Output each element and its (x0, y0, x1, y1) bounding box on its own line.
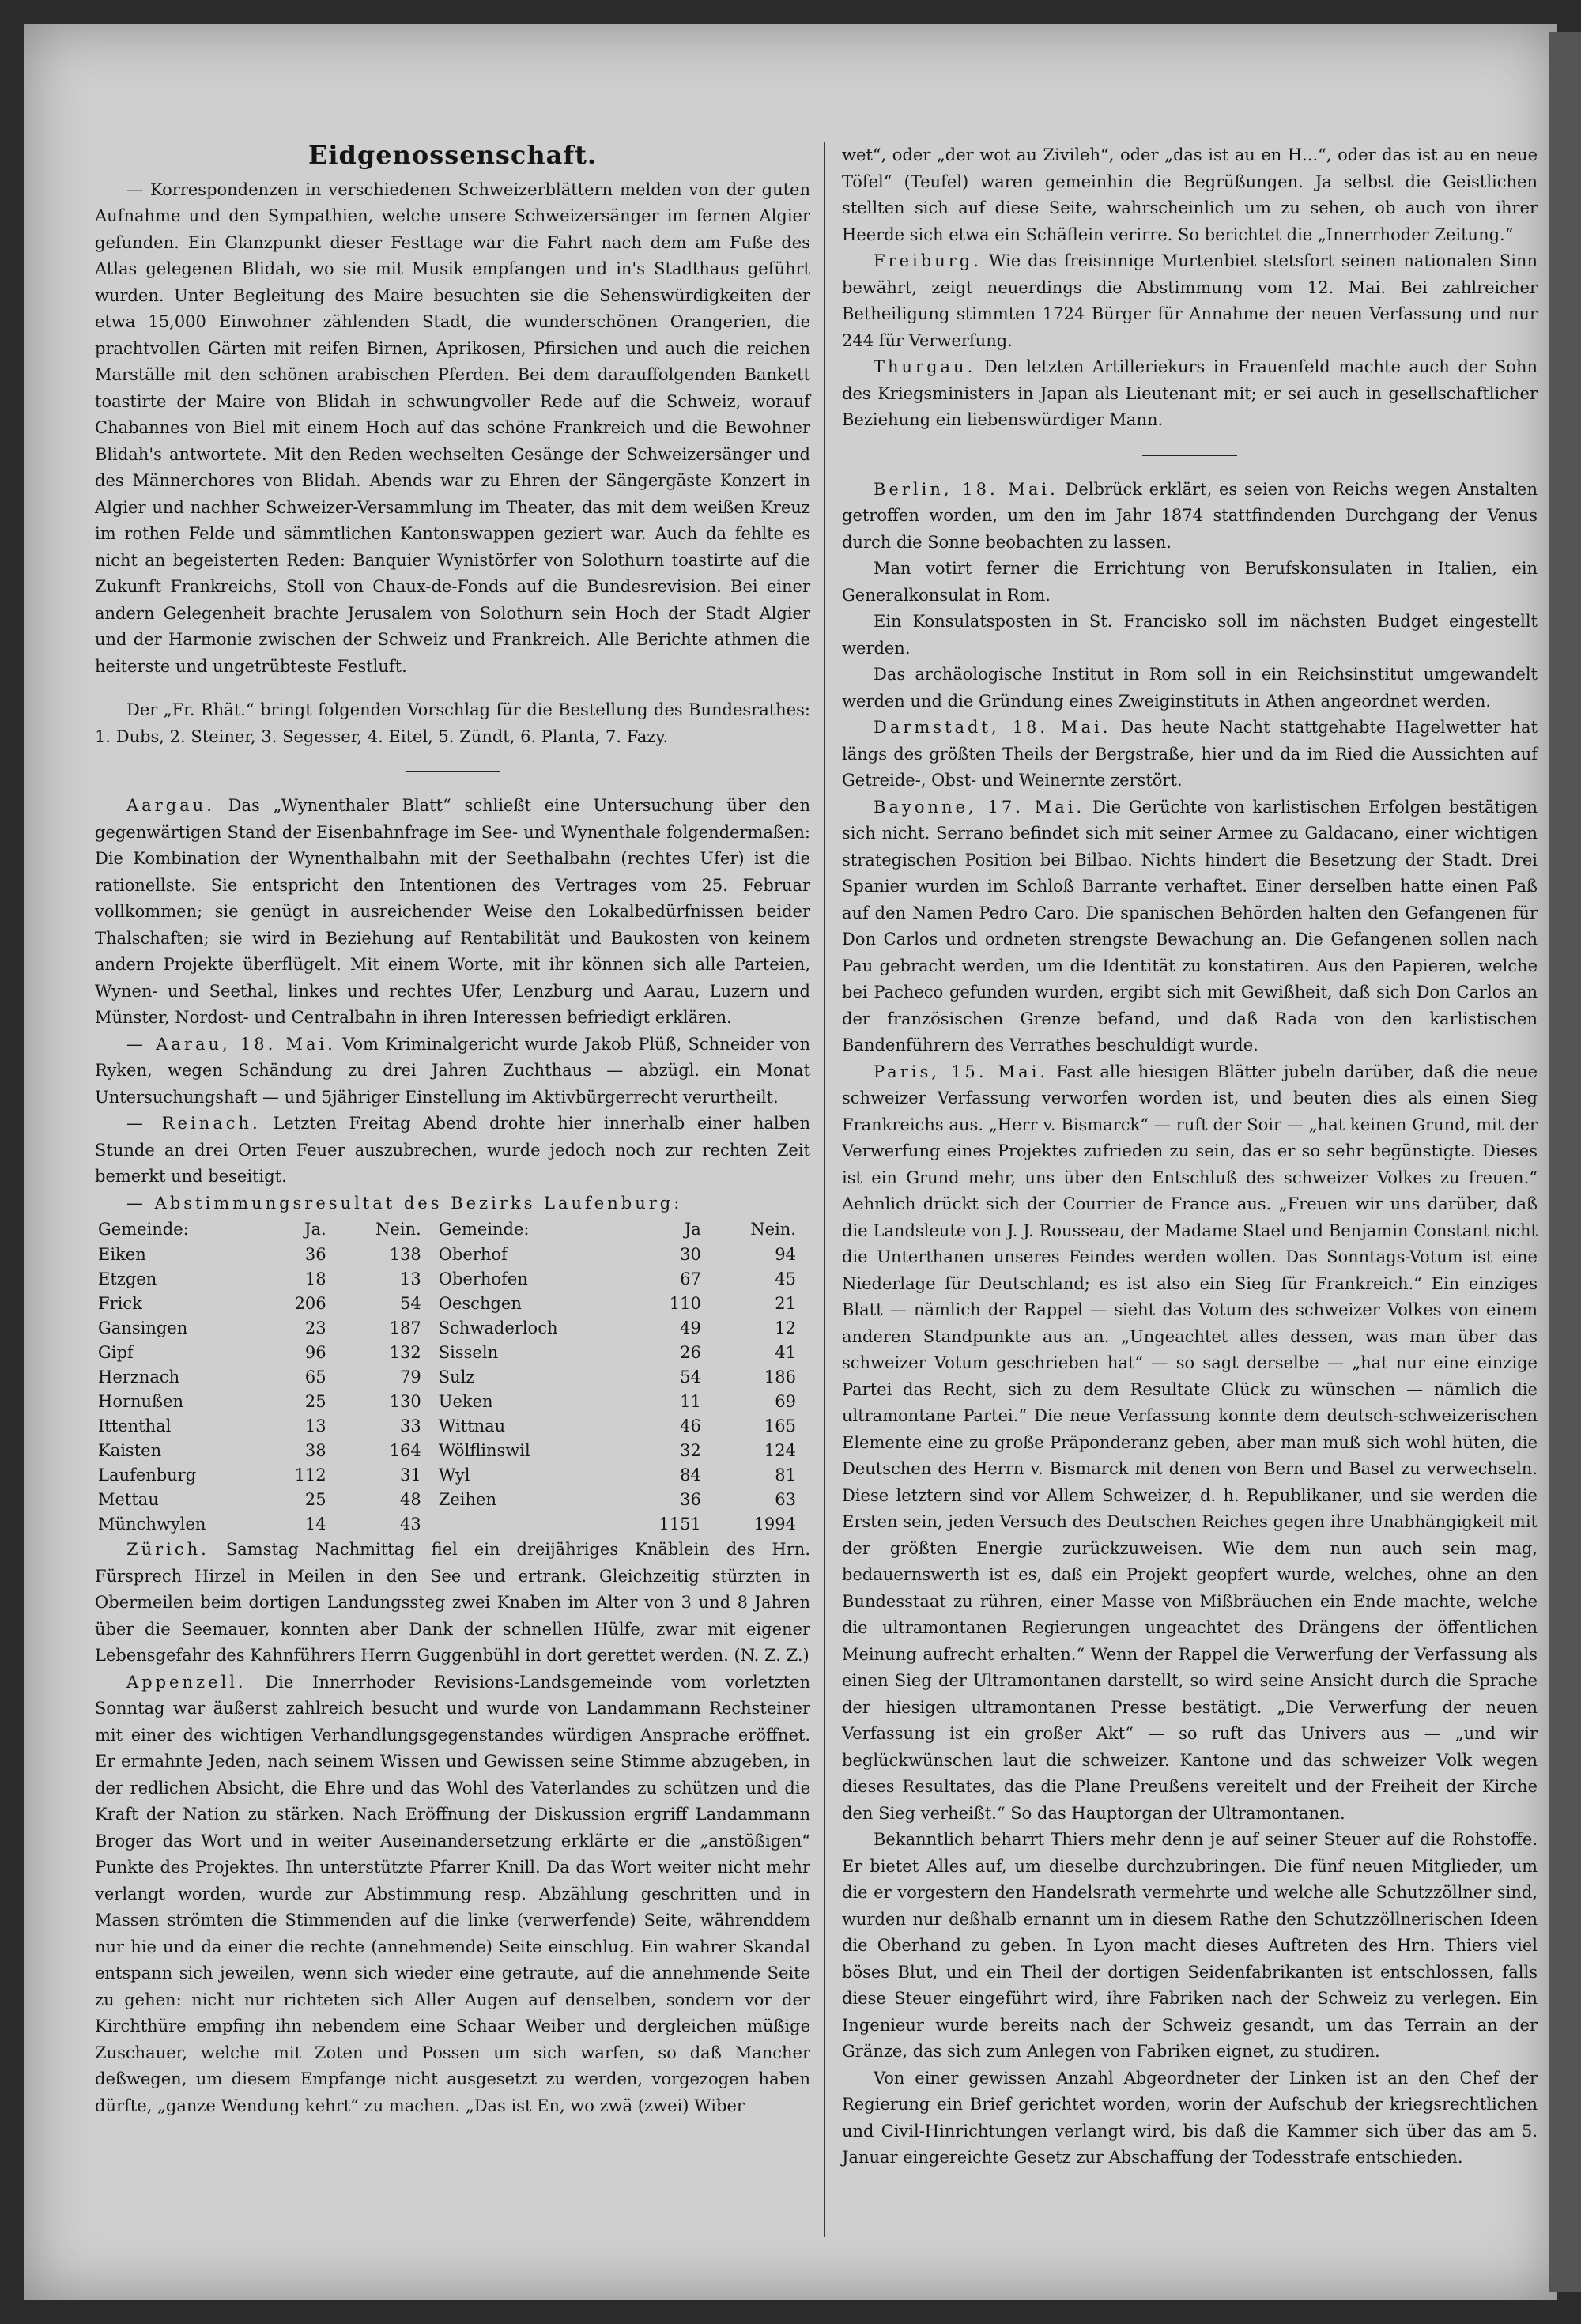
article-aarau-text: Vom Kriminalgericht wurde Jakob Plüß, Schneider von Ryken, wegen Schändung zu drei Jahren Zuchthaus — abzügl. ein Monat Untersuchungshaft — und 5jähriger Einstellung im Aktivbürgerrecht verurtheilt. (95, 1034, 811, 1107)
article-paris-text: Fast alle hiesigen Blätter jubeln darüber, daß die neue schweizer Verfassung verworfen worden ist, und beuten dies als einen Sieg Frankreichs aus. „Herr v. Bismarck“ — ruft der Soir — „hat keinen Grund, mit der Verwerfung eines Projektes zufrieden zu sein, das er so sehr begünstigte. Dieses ist ein Grund mehr, uns über den Entschluß des schweizer Volkes zu freuen.“ Aehnlich drückt sich der Courrier de France aus. „Freuen wir uns darüber, daß die Landsleute von J. J. Rousseau, der Madame Stael und Benjamin Constant nicht die Unterthanen unseres Feindes werden wollen. Das Sonntags-Votum ist eine Niederlage für Deutschland; es ist also ein Sieg für Frankreich.“ Ein einziges Blatt — nämlich der Rappel — sieht das Votum des schweizer Volkes von einem anderen Standpunkte aus an. „Ungeachtet alles dessen, was man über das schweizer Votum geschrieben hat“ — so sagt derselbe — „hat nur eine einzige Partei das Recht, sich zu dem Resultate Glück zu wünschen — nämlich die ultramontane Partei.“ Die neue Verfassung konnte dem deutsch-schweizerischen Elemente eine zu große Präponderanz geben, aber man muß sich wohl hüten, die Deutschen des Herrn v. Bismarck mit denen von Bern und Basel zu verwechseln. Diese letztern sind vor Allem Schweizer, d. h. Republikaner, und sie werden die Ersten sein, jeden Versuch des Deutschen Reiches gegen ihre Unabhängigkeit mit der größten Energie zurückzuweisen. Wie dem nun auch sein mag, bedauernswerth ist es, daß ein Projekt geopfert wurde, welches, ohne an den Bundesstaat zu rühren, einer Masse von Mißbräuchen ein Ende machte, welche die ultramontanen Regierungen ungeachtet des Drängens der öffentlichen Meinung aufrecht erhalten.“ Wenn der Rappel die Verwerfung der Verfassung als einen Sieg der Ultramontanen darstellt, so wird seine Ansicht durch die Sprache der hiesigen ultramontanen Presse bestätigt. „Die Verwerfung der neuen Verfassung ist ein großer Akt“ — so ruft das Univers aus — „und wir beglückwünschen laut die schweizer. Kantone und das schweizer Volk wegen dieses Resultates, das die Plane Preußens vereitelt und der Freiheit der Kirche den Sieg verheißt.“ So das Hauptorgan der Ultramontanen. (842, 1062, 1538, 1823)
header-gemeinde-2: Gemeinde: (438, 1220, 530, 1239)
article-reinach (95, 1111, 810, 1190)
vote-results-table (95, 1217, 810, 1537)
article-appenzell (95, 1669, 810, 2120)
table-row (95, 1292, 810, 1316)
cell-nein: 13 (400, 1270, 421, 1288)
cell-gemeinde-2: Wittnau (438, 1417, 506, 1436)
cell-ja: 38 (304, 1441, 326, 1460)
newspaper-page (24, 24, 1557, 2300)
cell-ja-2: 30 (680, 1245, 701, 1264)
table-row (95, 1243, 810, 1267)
table-row (95, 1488, 810, 1512)
article-berlin (842, 477, 1538, 556)
cell-nein-2: 1994 (753, 1515, 796, 1534)
article-berlin-2: Man votirt ferner die Errichtung von Berufskonsulaten in Italien, ein Generalkonsulat in Rom. (842, 559, 1538, 605)
cell-ja: 36 (304, 1245, 326, 1264)
cell-gemeinde-2: Oeschgen (438, 1294, 522, 1313)
article-bayonne (842, 794, 1538, 1059)
cell-gemeinde-2 (436, 1512, 627, 1537)
cell-nein-2: 69 (775, 1392, 796, 1411)
cell-ja: 112 (294, 1466, 326, 1485)
table-title: — Abstimmungsresultat des Bezirks Laufenburg: (126, 1193, 683, 1213)
cell-ja-2: 110 (669, 1294, 701, 1313)
cell-nein: 79 (400, 1368, 421, 1386)
cell-gemeinde: Laufenburg (98, 1466, 197, 1485)
cell-nein-2: 94 (775, 1245, 796, 1264)
table-row (95, 1390, 810, 1414)
article-aargau-text: Das „Wynenthaler Blatt“ schließt eine Untersuchung über den gegenwärtigen Stand der Eisenbahnfrage im See- und Wynenthale folgendermaßen: Die Kombination der Wynenthalbahn mit der Seethalbahn (rechtes Ufer) ist die rationellste. Sie entspricht den Intentionen des Vertrages vom 25. Februar vollkommen; sie genügt in ausreichender Weise den Lokalbedürfnissen beider Thalschaften; sie wird in Beziehung auf Rentabilität und Baukosten von keinem andern Projekte überflügelt. Mit einem Worte, mit ihr können sich alle Parteien, Wynen- und Seethal, linkes und rechtes Ufer, Lenzburg und Aarau, Luzern und Münster, Nordost- und Centralbahn in ihren Interessen befriedigt erklären. (95, 796, 810, 1027)
cell-nein: 31 (400, 1466, 421, 1485)
cell-gemeinde-2: Wyl (438, 1466, 470, 1485)
cell-gemeinde: Hornußen (98, 1392, 184, 1411)
cell-gemeinde: Gansingen (98, 1319, 188, 1337)
cell-ja-2: 36 (680, 1490, 701, 1509)
dateline-appenzell: Appenzell. (126, 1672, 247, 1692)
article-berlin-3: Ein Konsulatsposten in St. Francisko soll im nächsten Budget eingestellt werden. (842, 612, 1538, 658)
separator-rule-2 (1142, 455, 1237, 456)
cell-nein: 48 (400, 1490, 421, 1509)
header-ja-2: Ja (684, 1220, 701, 1239)
cell-nein-2: 45 (775, 1270, 796, 1288)
cell-nein-2: 186 (764, 1368, 796, 1386)
cell-gemeinde-2: Oberhof (438, 1245, 508, 1264)
cell-nein: 54 (400, 1294, 421, 1313)
cell-nein: 130 (389, 1392, 421, 1411)
cell-nein-2: 12 (775, 1319, 796, 1337)
cell-ja: 25 (304, 1392, 326, 1411)
dateline-thurgau: Thurgau. (874, 357, 976, 376)
article-thiers-tax: Bekanntlich beharrt Thiers mehr denn je auf seiner Steuer auf die Rohstoffe. Er bietet Alles auf, um dieselbe durchzubringen. Die fünf neuen Mitglieder, um die er vorgestern den Handelsrath vermehrte und welche alle Schutzzöllner sind, wurden nur deßhalb ernannt um in diesem Rathe den Schutzzöllnerischen Ideen die Oberhand zu geben. In Lyon macht dieses Auftreten des Hrn. Thiers viel böses Blut, und ein Theil der dortigen Seidenfabrikanten ist entschlossen, falls diese Steuer eingeführt wird, ihre Fabriken nach der Schweiz zu verlegen. Ein Ingenieur wurde bereits nach der Schweiz gesandt, um das Terrain an der Gränze, das sich zum Anlegen von Fabriken eignet, zu studiren. (842, 1830, 1538, 2061)
cell-ja-2: 67 (680, 1270, 701, 1288)
cell-nein-2: 63 (775, 1490, 796, 1509)
cell-gemeinde-2: Sisseln (438, 1343, 499, 1362)
cell-gemeinde: Herznach (98, 1368, 180, 1386)
cell-nein-2: 81 (775, 1466, 796, 1485)
dateline-reinach: — Reinach. (126, 1114, 261, 1133)
cell-gemeinde: Gipf (98, 1343, 134, 1362)
dateline-aarau: — Aarau, 18. Mai. (126, 1034, 336, 1054)
article-freiburg-text: Wie das freisinnige Murtenbiet stetsfort seinen nationalen Sinn bewährt, zeigt neuerdings die Abstimmung vom 12. Mai. Bei zahlreicher Betheiligung stimmten 1724 Bürger für Annahme der neuen Verfassung und nur 244 für Verwerfung. (842, 251, 1538, 350)
table-body (95, 1243, 810, 1537)
table-header-row (95, 1217, 810, 1243)
dateline-darmstadt: Darmstadt, 18. Mai. (874, 718, 1111, 737)
article-reinach-text: Letzten Freitag Abend drohte hier innerhalb einer halben Stunde an drei Orten Feuer auszubrechen, wurde jedoch noch zur rechten Zeit bemerkt und beseitigt. (95, 1114, 810, 1186)
cell-nein: 187 (389, 1319, 421, 1337)
dateline-aargau: Aargau. (126, 796, 215, 815)
cell-gemeinde-2: Ueken (438, 1392, 493, 1411)
cell-ja-2: 1151 (658, 1515, 701, 1534)
column-divider (824, 142, 825, 2237)
cell-nein: 33 (400, 1417, 421, 1436)
article-left-deputies: Von einer gewissen Anzahl Abgeordneter der Linken ist an den Chef der Regierung ein Brief gerichtet worden, worin der Aufschub der kriegsrechtlichen und Civil-Hinrichtungen verlangt wird, bis daß die Kammer sich über das am 5. Januar eingereichte Gesetz zur Abschaffung der Todesstrafe entschieden. (842, 2068, 1538, 2167)
table-row (95, 1267, 810, 1292)
article-zurich (95, 1537, 810, 1669)
table-row (95, 1341, 810, 1365)
article-berlin-4: Das archäologische Institut in Rom soll in ein Reichsinstitut umgewandelt werden und die Gründung eines Zweiginstituts in Athen angeordnet werden. (842, 665, 1538, 711)
article-berlin-text: Delbrück erklärt, es seien von Reichs wegen Anstalten getroffen worden, um den im Jahr 1874 stattfindenden Durchgang der Venus durch die Sonne beobachten zu lassen. (842, 479, 1538, 552)
cell-ja: 65 (304, 1368, 326, 1386)
cell-gemeinde: Eiken (98, 1245, 146, 1264)
cell-gemeinde: Münchwylen (98, 1515, 206, 1534)
cell-nein: 43 (400, 1515, 421, 1534)
section-heading: Eidgenossenschaft. (308, 140, 598, 170)
cell-ja-2: 26 (680, 1343, 701, 1362)
cell-ja: 18 (304, 1270, 326, 1288)
table-row (95, 1439, 810, 1463)
header-gemeinde: Gemeinde: (98, 1220, 189, 1239)
cell-gemeinde: Frick (98, 1294, 142, 1313)
cell-ja: 13 (304, 1417, 326, 1436)
article-darmstadt (842, 715, 1538, 794)
article-singers-algier: — Korrespondenzen in verschiedenen Schweizerblättern melden von der guten Aufnahme und den Sympathien, welche unsere Schweizersänger im fernen Algier gefunden. Ein Glanzpunkt dieser Festtage war die Fahrt nach dem am Fuße des Atlas gelegenen Blidah, wo sie mit Musik empfangen und in's Stadthaus geführt wurden. Unter Begleitung des Maire besuchten sie die Sehenswürdigkeiten der etwa 15,000 Einwohner zählenden Stadt, die wunderschönen Orangerien, die prachtvollen Gärten mit reifen Birnen, Aprikosen, Pfirsichen und auch die reichen Marställe mit den schönen arabischen Pferden. Bei dem darauffolgenden Bankett toastirte der Maire von Blidah in schwungvoller Rede auf die Schweiz, worauf Chabannes von Biel mit einem Hoch auf das schöne Frankreich und die Bewohner Blidah's antwortete. Mit den Reden wechselten Gesänge der Schweizersänger und des Männerchores von Blidah. Abends war zu Ehren der Sängergäste Konzert in Algier und nachher Schweizer-Versammlung im Theater, das mit dem weißen Kreuz im rothen Felde und sämmtlichen Kantonswappen geziert war. Auch da fehlte es nicht an begeisterten Reden: Banquier Wynistörfer von Solothurn toastirte auf die Zukunft Frankreichs, Stoll von Chaux-de-Fonds auf die Bundesrevision. Bei einer andern Gelegenheit brachte Jerusalem von Solothurn sein Hoch der Stadt Algier und der Harmonie zwischen der Schweiz und Frankreich. Alle Berichte athmen die heiterste und ungetrübteste Festluft. (95, 179, 810, 676)
article-darmstadt-text: Das heute Nacht stattgehabte Hagelwetter hat längs des größten Theils der Bergstraße, hier und da im Ried die Aussichten auf Getreide-, Obst- und Weinernte zerstört. (842, 718, 1538, 790)
cell-ja-2: 32 (680, 1441, 701, 1460)
cell-gemeinde: Mettau (98, 1490, 159, 1509)
cell-gemeinde-2: Zeihen (438, 1490, 496, 1509)
cell-gemeinde-2: Wölflinswil (438, 1441, 530, 1460)
article-appenzell-text: Die Innerrhoder Revisions-Landsgemeinde vom vorletzten Sonntag war äußerst zahlreich besucht und wurde von Landammann Rechsteiner mit einer des wichtigen Verhandlungsgegenstandes würdigen Ansprache eröffnet. Er ermahnte Jeden, nach seinem Wissen und Gewissen seine Stimme abzugeben, in der redlichen Absicht, die Ehre und das Wohl des Vaterlandes zu schützen und die Kraft der Nation zu stärken. Nach Eröffnung der Diskussion ergriff Landammann Broger das Wort und in weiter Auseinandersetzung erklärte er die „anstößigen“ Punkte des Projektes. Ihn unterstützte Pfarrer Knill. Da das Wort weiter nicht mehr verlangt worden, wurde zur Abstimmung resp. Abzählung geschritten und in Massen strömten die Stimmenden auf die linke (verwerfende) Seite, währenddem nur hie und da einer die rechte (annehmende) Seite einschlug. Ein wahrer Skandal entspann sich jeweilen, wenn sich wieder eine getraute, auf die annehmende Seite zu gehen: nicht nur richteten sich Aller Augen auf denselben, sondern vor der Kirchthüre empfing ihn nebendem eine Schaar Weiber und dergleichen müßige Zuschauer, welche mit Zoten und Possen um sich warfen, so daß Mancher deßwegen, um diesem Empfange nicht ausgesetzt zu werden, vorgezogen haben dürfte, „ganze Wendung kehrt“ zu machen. „Das ist En, wo zwä (zwei) Wiber (95, 1672, 810, 2115)
cell-gemeinde-2: Sulz (438, 1368, 475, 1386)
article-zurich-text: Samstag Nachmittag fiel ein dreijähriges Knäblein des Hrn. Fürsprech Hirzel in Meilen in den See und ertrank. Gleichzeitig stürzten in Obermeilen beim dortigen Landungssteg zwei Knaben im Alter von 3 und 8 Jahren über die Seemauer, konnten aber Dank der schnellen Hülfe, zwar mit eigener Lebensgefahr des Kahnführers Herrn Guggenbühl in dort gerettet werden. (N. Z. Z.) (95, 1540, 810, 1665)
left-column (95, 142, 810, 2119)
dateline-freiburg: Freiburg. (874, 251, 982, 270)
cell-nein: 164 (389, 1441, 421, 1460)
cell-ja-2: 54 (680, 1368, 701, 1386)
article-paris (842, 1059, 1538, 1828)
article-freiburg (842, 248, 1538, 354)
cell-nein-2: 21 (775, 1294, 796, 1313)
dateline-zurich: Zürich. (126, 1540, 209, 1559)
dateline-berlin: Berlin, 18. Mai. (874, 479, 1058, 499)
cell-ja-2: 84 (680, 1466, 701, 1485)
article-appenzell-continued: wet“, oder „der wot au Zivileh“, oder „das ist au en H...“, oder das ist au en neue Töfel“ (Teufel) waren gemeinhin die Begrüßungen. Ja selbst die Geistlichen stellten sich auf diese Seite, wahrscheinlich um zu sehen, ob auch von ihrer Heerde sich etwa ein Schäflein verirre. So berichtet die „Innerrhoder Zeitung.“ (842, 145, 1538, 244)
cell-nein-2: 165 (764, 1417, 796, 1436)
cell-nein: 138 (389, 1245, 421, 1264)
cell-ja: 206 (294, 1294, 326, 1313)
cell-gemeinde: Ittenthal (98, 1417, 172, 1436)
cell-ja: 96 (304, 1343, 326, 1362)
separator-rule (406, 771, 500, 772)
cell-gemeinde: Kaisten (98, 1441, 162, 1460)
next-page-edge (1549, 32, 1581, 2292)
cell-nein: 132 (389, 1343, 421, 1362)
cell-ja: 14 (304, 1515, 326, 1534)
cell-ja-2: 46 (680, 1417, 701, 1436)
article-bayonne-text: Die Gerüchte von karlistischen Erfolgen bestätigen sich nicht. Serrano befindet sich mit seiner Armee zu Galdacano, einer wichtigen strategischen Position bei Bilbao. Nichts hindert die Besetzung der Stadt. Drei Spanier wurden im Schloß Barrante verhaftet. Einer derselben hatte einen Paß auf den Namen Pedro Caro. Die spanischen Behörden halten den Gefangenen für Don Carlos und ordneten strengste Bewachung an. Die Gefangenen sollen nach Pau gebracht werden, um die Identität zu konstatiren. Aus den Papieren, welche bei Pacheco gefunden wurden, ergibt sich mit Gewißheit, daß sich Don Carlos an der französischen Grenze befand, und daß Rada von den karlistischen Bandenführern des Verrathes beschuldigt wurde. (842, 797, 1538, 1054)
cell-ja-2: 49 (680, 1319, 701, 1337)
cell-gemeinde-2: Oberhofen (438, 1270, 528, 1288)
cell-nein-2: 124 (764, 1441, 796, 1460)
header-ja: Ja. (304, 1220, 326, 1239)
cell-ja-2: 11 (680, 1392, 701, 1411)
header-nein: Nein. (375, 1220, 421, 1239)
header-nein-2: Nein. (750, 1220, 796, 1239)
right-column (842, 142, 1538, 2171)
article-aargau (95, 793, 810, 1032)
article-thurgau (842, 354, 1538, 434)
table-row (95, 1316, 810, 1341)
table-row (95, 1512, 810, 1537)
table-row (95, 1365, 810, 1390)
article-aarau (95, 1032, 810, 1111)
article-bundesrat-proposal: Der „Fr. Rhät.“ bringt folgenden Vorschlag für die Bestellung des Bundesrathes: 1. Dubs, 2. Steiner, 3. Segesser, 4. Eitel, 5. Zündt, 6. Planta, 7. Fazy. (95, 700, 810, 746)
dateline-paris: Paris, 15. Mai. (874, 1062, 1049, 1081)
cell-gemeinde: Etzgen (98, 1270, 157, 1288)
cell-ja: 23 (304, 1319, 326, 1337)
table-row (95, 1414, 810, 1439)
cell-nein-2: 41 (775, 1343, 796, 1362)
cell-ja: 25 (304, 1490, 326, 1509)
dateline-bayonne: Bayonne, 17. Mai. (874, 797, 1085, 817)
article-thurgau-text: Den letzten Artilleriekurs in Frauenfeld machte auch der Sohn des Kriegsministers in Japan als Lieutenant mit; er sei auch in gesellschaftlicher Beziehung ein liebenswürdiger Mann. (842, 357, 1538, 429)
table-row (95, 1463, 810, 1488)
cell-gemeinde-2: Schwaderloch (438, 1319, 558, 1337)
